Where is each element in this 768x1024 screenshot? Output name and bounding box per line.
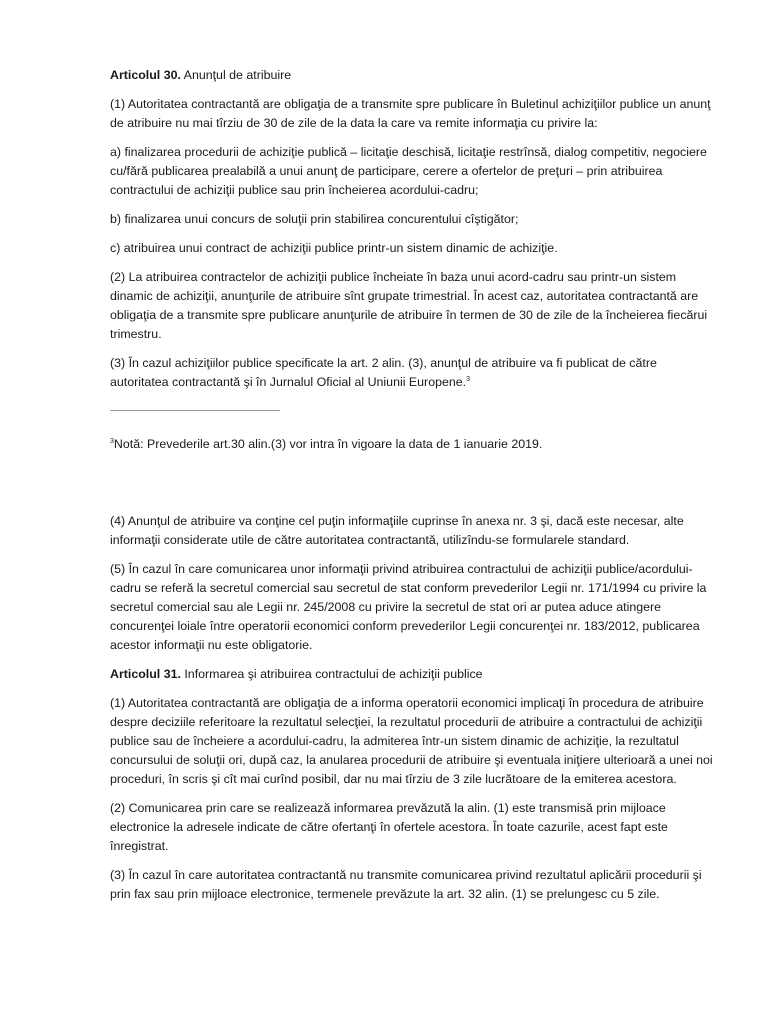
- article-30-item-a: a) finalizarea procedurii de achiziţie publică – licitaţie deschisă, licitaţie restrînsă, dialog competitiv, negociere cu/fără publicarea prealabilă a unui anunţ de participare, cerere a ofertelor de preţuri – prin atribuirea contractului de achiziţii publice sau prin încheierea acordului-cadru;: [110, 145, 707, 197]
- footnote-text: Notă: Prevederile art.30 alin.(3) vor intra în vigoare la data de 1 ianuarie 2019.: [113, 437, 543, 451]
- footnote-reference: 3: [466, 375, 470, 383]
- article-30-number: Articolul 30.: [110, 68, 181, 82]
- article-30-paragraph-5: (5) În cazul în care comunicarea unor informaţii privind atribuirea contractului de achiziţii publice/acordului-cadru se referă la secretul comercial sau secretul de stat conform prevederilor Legii nr. 171/1994 cu privire la secretul comercial sau ale Legii nr. 245/2008 cu privire la secretul de stat ori ar putea aduce atingere concurenţei loiale între operatorii economici conform prevederilor Legii concurenţei nr. 183/2012, publicarea acestor informaţii nu este obligatorie.: [110, 562, 707, 652]
- article-30-heading: [110, 66, 716, 85]
- article-30-item-c: c) atribuirea unui contract de achiziţii publice printr-un sistem dinamic de achiziţie.: [110, 241, 558, 255]
- article-30-paragraph-3: [110, 354, 716, 392]
- article-30-title: Anunţul de atribuire: [180, 68, 292, 82]
- article-30-paragraph-4: (4) Anunţul de atribuire va conţine cel puţin informaţiile cuprinse în anexa nr. 3 şi, dacă este necesar, alte informaţii considerate utile de către autoritatea contractantă, utilizîndu-se formularele standard.: [110, 514, 684, 547]
- article-31-number: Articolul 31.: [110, 667, 181, 681]
- document-body: [110, 66, 716, 914]
- article-31-title: Informarea şi atribuirea contractului de achiziţii publice: [180, 667, 483, 681]
- footnote-number: 3: [110, 437, 114, 445]
- article-30-paragraph-1: (1) Autoritatea contractantă are obligaţia de a transmite spre publicare în Buletinul achiziţiilor publice un anunţ de atribuire nu mai tîrziu de 30 de zile de la data la care va remite informaţia cu privire la:: [110, 97, 711, 130]
- article-30-item-b: b) finalizarea unui concurs de soluţii prin stabilirea concurentului cîştigător;: [110, 212, 519, 226]
- article-31-paragraph-3: (3) În cazul în care autoritatea contractantă nu transmite comunicarea privind rezultatul aplicării procedurii şi prin fax sau prin mijloace electronice, termenele prevăzute la art. 32 alin. (1) se prelungesc cu 5 zile.: [110, 868, 702, 901]
- article-30-paragraph-2: (2) La atribuirea contractelor de achiziţii publice încheiate în baza unui acord-cadru sau printr-un sistem dinamic de achiziţii, anunţurile de atribuire sînt grupate trimestrial. În acest caz, autoritatea contractantă are obligaţia de a transmite spre publicare anunţurile de atribuire în termen de 30 de zile de la încheierea fiecărui trimestru.: [110, 270, 708, 341]
- footnote-separator: [110, 410, 280, 411]
- footnote: [110, 435, 716, 454]
- article-31-paragraph-2: (2) Comunicarea prin care se realizează informarea prevăzută la alin. (1) este transmisă prin mijloace electronice la adresele indicate de către ofertanţi în ofertele acestora. În toate cazurile, acest fapt este înregistrat.: [110, 801, 668, 853]
- article-31-heading: [110, 665, 716, 684]
- article-31-paragraph-1: (1) Autoritatea contractantă are obligaţia de a informa operatorii economici implicaţi în procedura de atribuire despre deciziile referitoare la rezultatul selecţiei, la rezultatul procedurii de atribuire a contractului de achiziţii publice sau de încheiere a acordului-cadru, la admiterea într-un sistem dinamic de achiziţie, la rezultatul concursului de soluţii ori, după caz, la anularea procedurii de atribuire şi eventuala iniţiere ulterioară a unei noi proceduri, în scris şi cît mai curînd posibil, dar nu mai tîrziu de 3 zile lucrătoare de la emiterea acestora.: [110, 696, 713, 786]
- article-30-paragraph-3-text: (3) În cazul achiziţiilor publice specificate la art. 2 alin. (3), anunţul de atribuire va fi publicat de către autoritatea contractantă şi în Jurnalul Oficial al Uniunii Europene.: [110, 356, 657, 389]
